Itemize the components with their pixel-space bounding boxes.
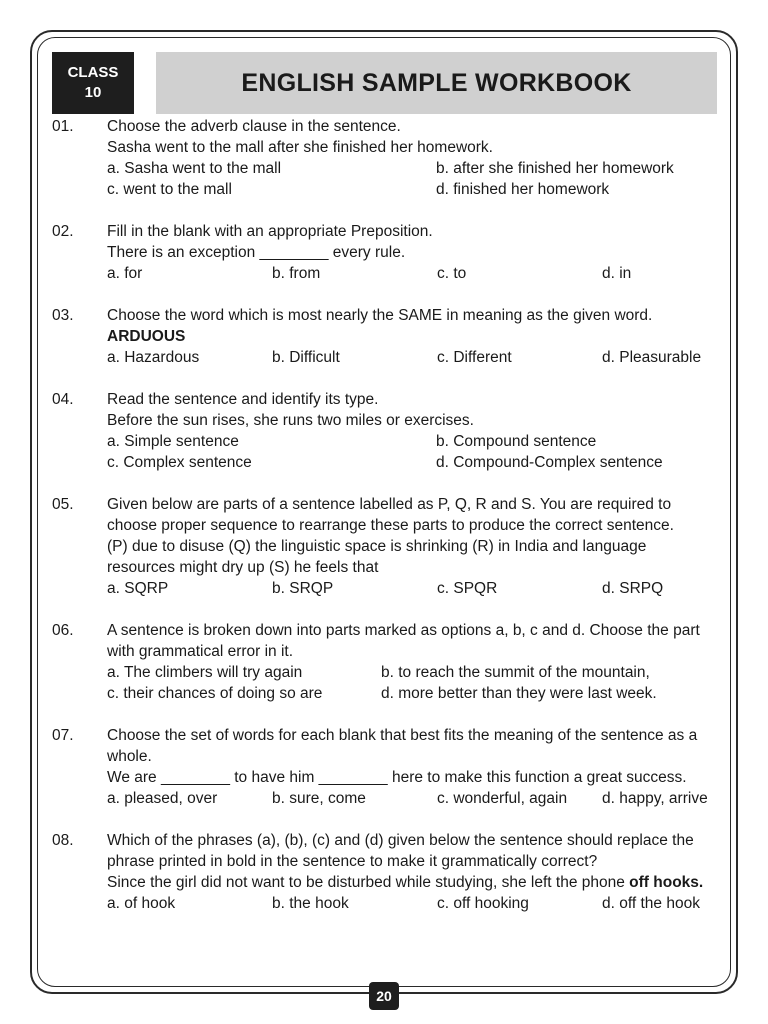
question-text: Read the sentence and identify its type.	[107, 391, 379, 408]
option-c: c. wonderful, again	[437, 790, 568, 807]
bold-phrase: off hooks.	[629, 874, 704, 891]
question-parts: (P) due to disuse (Q) the linguistic space is shrinking (R) in India and language	[107, 538, 647, 555]
question-03	[52, 305, 718, 368]
option-a: a. Hazardous	[107, 349, 200, 366]
question-text: Choose the set of words for each blank that best fits the meaning of the sentence as a	[107, 727, 698, 744]
option-d: d. more better than they were last week.	[381, 685, 657, 702]
question-text: Fill in the blank with an appropriate Preposition.	[107, 223, 433, 240]
question-sentence: There is an exception ________ every rule.	[107, 244, 406, 261]
question-text: with grammatical error in it.	[107, 643, 294, 660]
page-number: 20	[369, 982, 399, 1010]
options	[107, 431, 718, 473]
question-text: Given below are parts of a sentence labelled as P, Q, R and S. You are required to	[107, 496, 672, 513]
option-b: b. after she finished her homework	[436, 160, 674, 177]
option-b: b. to reach the summit of the mountain,	[381, 664, 650, 681]
sentence-text: Since the girl did not want to be disturbed while studying, she left the phone	[107, 874, 625, 891]
question-parts: resources might dry up (S) he feels that	[107, 559, 379, 576]
option-b: b. sure, come	[272, 790, 366, 807]
options	[107, 893, 718, 914]
option-a: a. The climbers will try again	[107, 664, 303, 681]
question-text: whole.	[107, 748, 152, 765]
question-list	[52, 116, 718, 914]
option-a: a. Sasha went to the mall	[107, 160, 282, 177]
option-a: a. Simple sentence	[107, 433, 239, 450]
given-word: ARDUOUS	[107, 328, 186, 345]
question-number: 05.	[52, 496, 74, 513]
option-c: c. to	[437, 265, 467, 282]
question-sentence: Before the sun rises, she runs two miles or exercises.	[107, 412, 474, 429]
question-number: 01.	[52, 118, 74, 135]
option-b: b. from	[272, 265, 321, 282]
question-04	[52, 389, 718, 473]
option-a: a. SQRP	[107, 580, 169, 597]
class-badge	[52, 52, 134, 114]
question-number: 08.	[52, 832, 74, 849]
option-a: a. for	[107, 265, 143, 282]
option-c: c. off hooking	[437, 895, 529, 912]
question-text: choose proper sequence to rearrange these parts to produce the correct sentence.	[107, 517, 674, 534]
question-07	[52, 725, 718, 809]
question-05	[52, 494, 718, 599]
options	[107, 578, 718, 599]
options	[107, 347, 718, 368]
option-b: b. the hook	[272, 895, 349, 912]
question-text: A sentence is broken down into parts marked as options a, b, c and d. Choose the part	[107, 622, 700, 639]
class-badge-number: 10	[84, 84, 102, 101]
question-text: phrase printed in bold in the sentence to make it grammatically correct?	[107, 853, 598, 870]
question-number: 06.	[52, 622, 74, 639]
question-number: 04.	[52, 391, 74, 408]
question-08	[52, 830, 718, 914]
options	[107, 158, 718, 200]
options	[107, 788, 718, 809]
question-number: 07.	[52, 727, 74, 744]
option-c: c. Complex sentence	[107, 454, 252, 471]
option-c: c. Different	[437, 349, 512, 366]
question-text: Choose the word which is most nearly the SAME in meaning as the given word.	[107, 307, 653, 324]
option-d: d. in	[602, 265, 632, 282]
options	[107, 662, 718, 704]
question-number: 02.	[52, 223, 74, 240]
question-text: Choose the adverb clause in the sentence.	[107, 118, 401, 135]
question-06	[52, 620, 718, 704]
option-d: d. Compound-Complex sentence	[436, 454, 663, 471]
option-c: c. SPQR	[437, 580, 498, 597]
option-c: c. went to the mall	[107, 181, 232, 198]
class-badge-label: CLASS	[67, 64, 119, 81]
option-d: d. finished her homework	[436, 181, 610, 198]
option-b: b. Difficult	[272, 349, 340, 366]
option-d: d. off the hook	[602, 895, 700, 912]
question-sentence: We are ________ to have him ________ here to make this function a great success.	[107, 769, 687, 786]
option-d: d. SRPQ	[602, 580, 664, 597]
options	[107, 263, 718, 284]
option-a: a. pleased, over	[107, 790, 218, 807]
question-sentence: Sasha went to the mall after she finished her homework.	[107, 139, 493, 156]
page-title: ENGLISH SAMPLE WORKBOOK	[156, 52, 717, 114]
option-d: d. happy, arrive	[602, 790, 708, 807]
option-c: c. their chances of doing so are	[107, 685, 323, 702]
option-b: b. SRQP	[272, 580, 334, 597]
question-02	[52, 221, 718, 284]
question-01	[52, 116, 718, 200]
question-number: 03.	[52, 307, 74, 324]
question-sentence	[107, 872, 718, 893]
question-text: Which of the phrases (a), (b), (c) and (d) given below the sentence should replace the	[107, 832, 694, 849]
option-b: b. Compound sentence	[436, 433, 597, 450]
option-d: d. Pleasurable	[602, 349, 702, 366]
option-a: a. of hook	[107, 895, 176, 912]
